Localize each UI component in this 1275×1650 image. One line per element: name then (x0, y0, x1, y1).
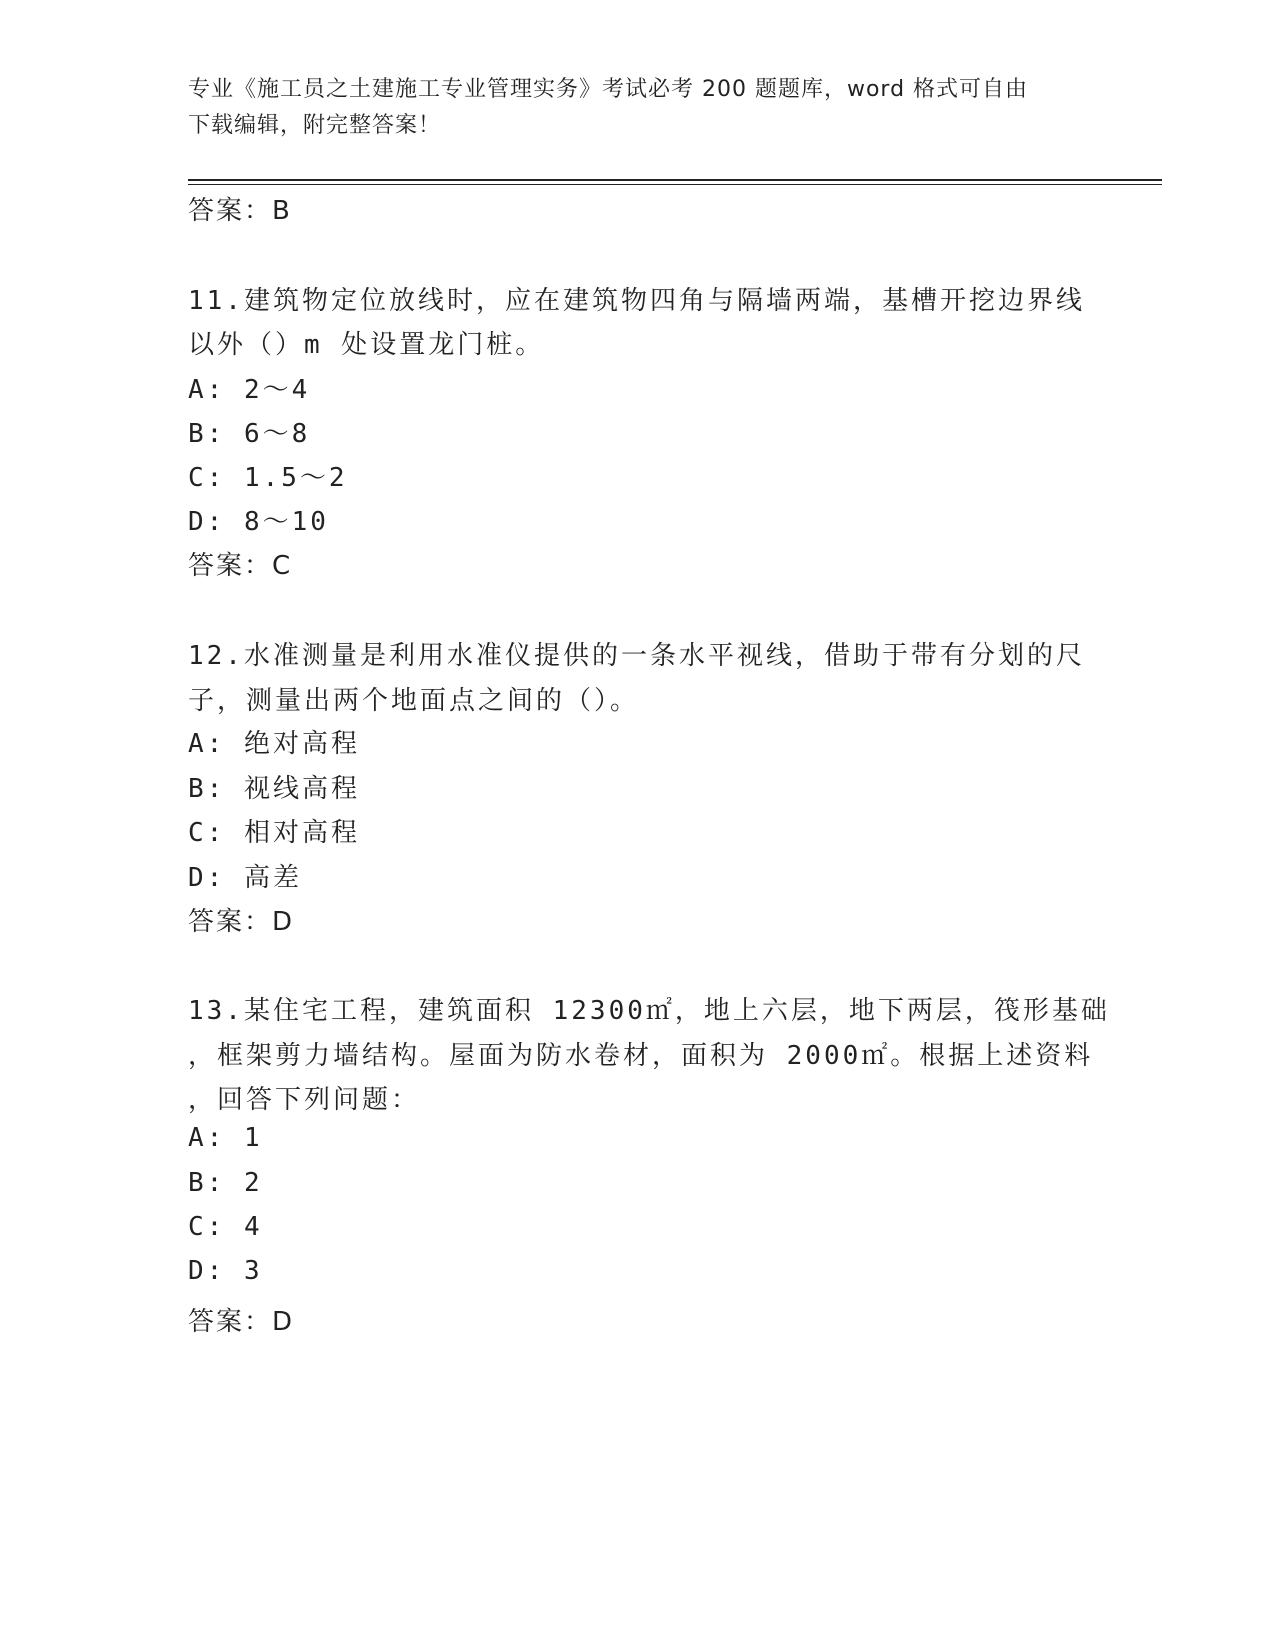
question-12-option-b: B: 视线高程 (188, 774, 360, 804)
answer-q12: 答案：D (188, 907, 295, 937)
question-11-option-c: C: 1.5～2 (188, 463, 348, 493)
header-divider-thin (188, 184, 1162, 185)
answer-q10: 答案：B (188, 196, 292, 226)
question-13-text-line-3: ，回答下列问题： (188, 1085, 421, 1115)
question-12-text-line-1: 12.水准测量是利用水准仪提供的一条水平视线，借助于带有分划的尺 (188, 641, 1085, 671)
answer-q11: 答案：C (188, 551, 293, 581)
question-11-option-a: A: 2～4 (188, 375, 311, 405)
document-header (188, 72, 1088, 144)
question-11-option-b: B: 6～8 (188, 419, 311, 449)
question-12-text-line-2: 子，测量出两个地面点之间的（）。 (188, 686, 640, 716)
answer-q13: 答案：D (188, 1307, 295, 1337)
question-13-text-line-1: 13.某住宅工程，建筑面积 12300㎡，地上六层，地下两层，筏形基础 (188, 996, 1110, 1026)
header-line-1: 专业《施工员之土建施工专业管理实务》考试必考 200 题题库，word 格式可自由 (188, 77, 1029, 102)
question-13-text-line-2: ，框架剪力墙结构。屋面为防水卷材，面积为 2000㎡。根据上述资料 (188, 1041, 1094, 1071)
question-13-option-d: D: 3 (188, 1256, 263, 1286)
question-11-text-line-1: 11.建筑物定位放线时，应在建筑物四角与隔墙两端，基槽开挖边界线 (188, 286, 1085, 316)
question-13-option-b: B: 2 (188, 1168, 263, 1198)
question-11-text-line-2: 以外（）m 处设置龙门桩。 (188, 330, 545, 360)
question-13-option-a: A: 1 (188, 1123, 263, 1153)
header-divider (188, 179, 1162, 181)
question-12-option-d: D: 高差 (188, 863, 302, 893)
question-12-option-a: A: 绝对高程 (188, 729, 360, 759)
question-13-option-c: C: 4 (188, 1212, 263, 1242)
question-11-option-d: D: 8～10 (188, 507, 329, 537)
question-12-option-c: C: 相对高程 (188, 818, 360, 848)
header-line-2: 下载编辑，附完整答案！ (188, 113, 442, 138)
